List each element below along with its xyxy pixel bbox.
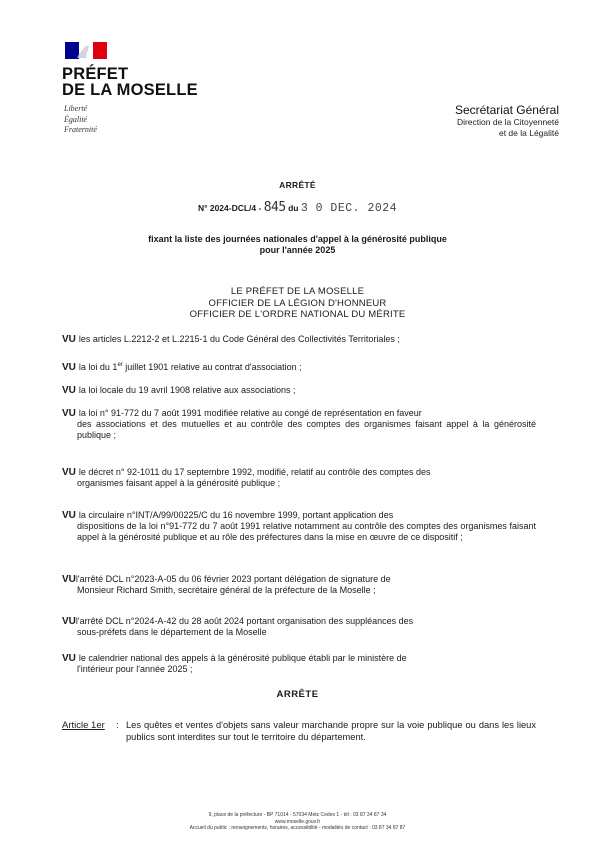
visa-9 xyxy=(62,653,536,675)
visa-2 xyxy=(62,360,536,373)
motto-liberte: Liberté xyxy=(64,104,88,113)
vu-label: VU xyxy=(62,334,76,345)
visa-continuation: sous-préfets dans le département de la Moselle xyxy=(77,627,267,638)
vu-label: VU xyxy=(62,653,76,664)
motto-egalite: Égalité xyxy=(64,114,88,124)
page-footer xyxy=(0,812,595,832)
vu-label: VU xyxy=(62,362,76,373)
visa-text: le décret n° 92-1011 du 17 septembre 1992, modifié, relatif au contrôle des comptes des xyxy=(78,467,431,477)
vu-label: VU xyxy=(62,510,76,521)
subject-line-1: fixant la liste des journées nationales d'appel à la générosité publique xyxy=(148,234,447,244)
number-prefix: N° 2024-DCL/4 - xyxy=(197,203,262,213)
visa-text: le calendrier national des appels à la générosité publique établi par le ministère de xyxy=(78,653,407,663)
visa-continuation: Monsieur Richard Smith, secrétaire général de la préfecture de la Moselle ; xyxy=(77,585,376,596)
dispositif-title: ARRÊTE xyxy=(276,689,319,700)
arrete-number xyxy=(0,200,595,215)
visa-5 xyxy=(62,467,536,489)
subject-line-2: pour l'année 2025 xyxy=(259,245,336,255)
date-stamp: 3 0 DEC. 2024 xyxy=(300,202,398,215)
footer-address: 9, place de la préfecture - BP 71014 - 57034 Metz Cedex 1 - tél : 03 87 34 87 34 xyxy=(208,812,387,818)
visa-continuation: des associations et des mutuelles et au contrôle des comptes des organismes faisant appel à la générosité publique ; xyxy=(77,419,536,441)
footer-website: www.moselle.gouv.fr xyxy=(274,818,321,825)
visa-text: la loi locale du 19 avril 1908 relative aux associations ; xyxy=(78,385,296,395)
visa-8 xyxy=(62,616,536,638)
visa-text: les articles L.2212-2 et L.2215-1 du Code Général des Collectivités Territoriales ; xyxy=(78,334,400,344)
vu-label: VU xyxy=(62,467,76,478)
visa-superscript: er xyxy=(117,362,123,368)
visa-text: la circulaire n°INT/A/99/00225/C du 16 novembre 1999, portant application des xyxy=(78,510,394,520)
visa-continuation: dispositions de la loi n°91-772 du 7 août 1991 relative notamment au contrôle des comptes des organismes faisant appel à la générosité publique et au rôle des préfectures dans la mise en œuvre de ce dispositif ; xyxy=(77,521,536,543)
prefect-line-2: OFFICIER DE LA LÉGION D'HONNEUR xyxy=(208,297,387,309)
vu-label: VU xyxy=(62,574,76,585)
visa-text: la loi n° 91-772 du 7 août 1991 modifiée relative au congé de représentation en faveur xyxy=(78,408,422,418)
marianne-flag-logo xyxy=(65,42,107,59)
service-line-1: Direction de la Citoyenneté xyxy=(456,117,559,127)
visa-1 xyxy=(62,334,536,345)
prefect-line-1: LE PRÉFET DE LA MOSELLE xyxy=(230,286,365,297)
service-title: Secrétariat Général xyxy=(454,103,559,117)
article-1-label: Article 1er xyxy=(62,720,105,731)
visa-6 xyxy=(62,510,536,544)
vu-label: VU xyxy=(62,408,76,419)
service-line-2: et de la Légalité xyxy=(498,127,559,138)
logo-line-2: DE LA MOSELLE xyxy=(62,81,198,99)
number-du: du xyxy=(288,203,299,213)
prefect-line-3: OFFICIER DE L'ORDRE NATIONAL DU MÉRITE xyxy=(189,309,406,320)
prefecture-logo-text xyxy=(62,66,198,98)
visa-4 xyxy=(62,408,536,442)
visa-text-end: juillet 1901 relative au contrat d'association ; xyxy=(122,362,302,372)
visa-7 xyxy=(62,574,536,596)
logo-line-1: PRÉFET xyxy=(62,65,129,83)
prefect-titles xyxy=(0,286,595,321)
article-1-text: Les quêtes et ventes d'objets sans valeur marchande propre sur la voie publique ou dans les lieux publics sont interdites sur tout le territoire du département. xyxy=(126,720,536,742)
republic-motto xyxy=(64,104,97,136)
vu-label: VU xyxy=(62,385,76,396)
vu-label: VU xyxy=(62,616,76,627)
motto-fraternite: Fraternité xyxy=(64,125,97,134)
document-title: ARRÊTÉ xyxy=(279,180,316,190)
footer-contact: Accueil du public : renseignements, horaires, accessibilité - modalités de contact : 03 87 34 87 87 xyxy=(189,825,406,831)
visa-text: l'arrêté DCL n°2024-A-42 du 28 août 2024 portant organisation des suppléances des xyxy=(75,616,414,626)
handwritten-number: 845 xyxy=(263,200,286,215)
article-1-colon: : xyxy=(116,720,119,731)
visa-3 xyxy=(62,385,536,396)
document-subject xyxy=(0,234,595,256)
visa-continuation: organismes faisant appel à la générosité publique ; xyxy=(77,478,281,489)
service-block xyxy=(455,103,559,138)
visa-text: l'arrêté DCL n°2023-A-05 du 06 février 2023 portant délégation de signature de xyxy=(75,574,391,584)
visa-continuation: l'intérieur pour l'année 2025 ; xyxy=(77,664,193,675)
visa-text: la loi du 1 xyxy=(78,362,118,372)
